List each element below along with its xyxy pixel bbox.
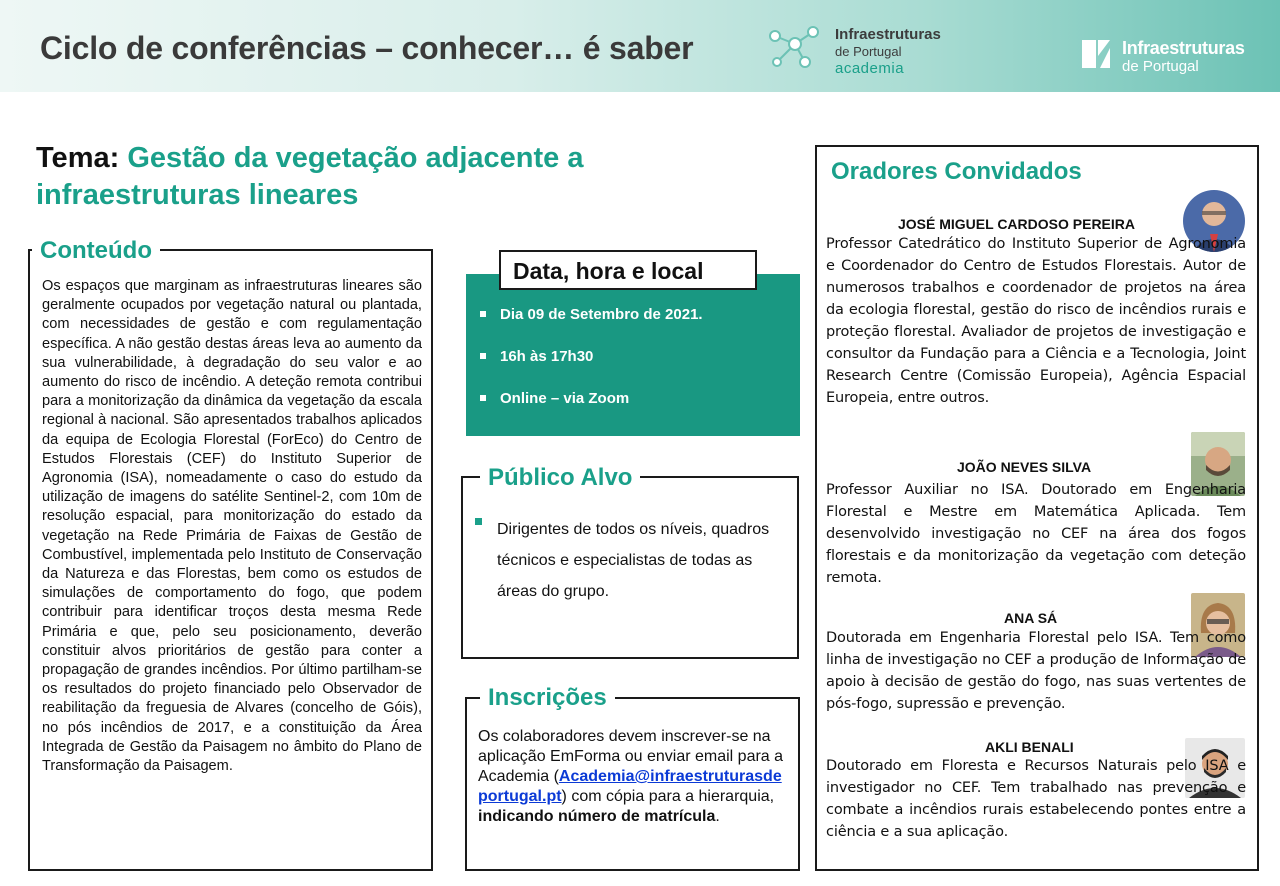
- conteudo-body: Os espaços que marginam as infraestruturas lineares são geralmente ocupados por vegetação natural ou plantada, com necessidades de gestão e com regulamentação específica. A não gestão destas áreas leva ao aumento da sua vulnerabilidade, à degradação do seu valor e ao aumento do risco de incêndio. A deteção remota contribui para a monitorização da dinâmica da vegetação da escala regional à nacional. São apresentados trabalhos aplicados da equipa de Ecologia Florestal (ForEco) do Centro de Estudos Florestais (CEF) do Instituto Superior de Agronomia (ISA), nomeadamente o caso do estudo da utilização de imagens do satélite Sentinel-2, com 10m de resolução espacial, para monitorização do estado da vegetação na Rede Primária de Faixas de Gestão de Combustível, implementada pelo Instituto de Conservação da Natureza e das Florestas, bem como os estudos de simulações de comportamento do fogo, que podem contribuir para identificar troços desta mesma Rede Primária e que, pelo seu posicionamento, deverão constituir alvos prioritários de gestão para conter a propagação de grandes incêndios. Por último partilham-se os resultados do projeto financiado pelo Observador de reabilitação da freguesia de Alvares (concelho de Góis), no pós incêndios de 2017, e a constituição da Área Integrada de Gestão da Paisagem no âmbito do Plano de Transformação da Paisagem.: [42, 278, 422, 775]
- ip-logo-line2: de Portugal: [1122, 58, 1199, 75]
- academia-logo: [765, 22, 945, 78]
- data-item-date: Dia 09 de Setembro de 2021.: [478, 306, 703, 348]
- inscricoes-strong: indicando número de matrícula: [478, 808, 716, 825]
- conteudo-box: [28, 249, 433, 871]
- publico-title: Público Alvo: [480, 463, 640, 493]
- speaker-bio-3: Doutorada em Engenharia Florestal pelo ISA. Tem como linha de investigação no CEF a produção de Informação de apoio à decisão de gestão do fogo, nas suas vertentes de pós-fogo, supressão e prevenção.: [826, 630, 1246, 712]
- speaker-name-4: AKLI BENALI: [985, 739, 1074, 755]
- inscricoes-title: Inscrições: [480, 683, 615, 713]
- data-item-location: Online – via Zoom: [478, 390, 703, 432]
- academia-email-link[interactable]: Academia@infraestruturasdeportugal.pt: [478, 768, 782, 805]
- header-banner: [0, 0, 1280, 92]
- speaker-bio-1: Professor Catedrático do Instituto Superior de Agronomia e Coordenador do Centro de Estudos Florestais. Autor de numerosos trabalhos e coordenador de projetos na área da ecologia florestal, gestão do risco de incêndios rurais e proteção florestal. Avaliador de projetos de investigação e consultor da Fundação para a Ciência e a Tecnologia, Joint Research Centre (Comissão Europeia), Agência Espacial Europeia, entre outros.: [826, 236, 1246, 406]
- tema-text: Gestão da vegetação adjacente a infraestruturas lineares: [36, 142, 584, 211]
- inscricoes-text-after: ) com cópia para a hierarquia,: [561, 788, 775, 805]
- speaker-bio-4: Doutorado em Floresta e Recursos Naturais pelo ISA e investigador no CEF. Tem trabalhado nas prevenção e combate a incêndios rurais estabelecendo pontes entre a ciência e a sua aplicação.: [826, 758, 1246, 840]
- oradores-title: Oradores Convidados: [831, 158, 1082, 185]
- inscricoes-text: [478, 727, 790, 827]
- logo-text-line1: Infraestruturas: [835, 26, 941, 43]
- page-title: Ciclo de conferências – conhecer… é saber: [40, 30, 694, 66]
- conteudo-title: Conteúdo: [32, 236, 160, 266]
- inscricoes-end: .: [715, 808, 720, 825]
- publico-text: Dirigentes de todos os níveis, quadros técnicos e especialistas de todas as áreas do grupo.: [497, 521, 770, 600]
- speaker-name-2: JOÃO NEVES SILVA: [957, 459, 1092, 475]
- ip-logo-line1: Infraestruturas: [1122, 38, 1245, 58]
- speaker-name-1: JOSÉ MIGUEL CARDOSO PEREIRA: [898, 216, 1136, 232]
- logo-text-line3: academia: [835, 60, 905, 77]
- inscricoes-text-before: Os colaboradores devem inscrever-se na aplicação EmForma ou enviar email para a Academia (: [478, 728, 784, 785]
- data-hora-list: [478, 306, 703, 432]
- network-icon: [765, 22, 829, 76]
- tema-label: Tema:: [36, 142, 120, 174]
- ip-logo: [1078, 34, 1258, 78]
- bullet-icon: [475, 518, 482, 525]
- ip-logo-icon: [1078, 34, 1114, 74]
- data-hora-title: Data, hora e local: [499, 250, 757, 290]
- speaker-name-3: ANA SÁ: [1004, 610, 1058, 626]
- speaker-bio-2: Professor Auxiliar no ISA. Doutorado em Engenharia Florestal e Mestre em Matemática Aplicada. Tem desenvolvido investigação no CEF na área dos fogos florestais e da monitorização da vegetação com deteção remota.: [826, 482, 1246, 586]
- data-item-time: 16h às 17h30: [478, 348, 703, 390]
- logo-text-line2: de Portugal: [835, 44, 902, 59]
- tema-heading: [36, 140, 736, 214]
